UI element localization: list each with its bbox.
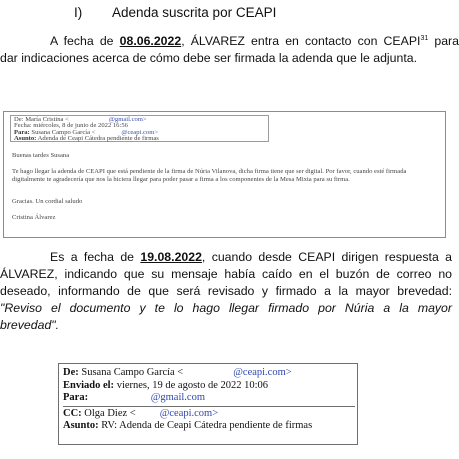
divider <box>63 406 355 407</box>
email-2-cc-address[interactable]: @ceapi.com> <box>159 407 219 419</box>
date-08-06-2022: 08.06.2022 <box>119 34 182 48</box>
paragraph-2-line-3: deseado, informando de que será revisado y firmado a la mayor brevedad: <box>0 284 452 298</box>
email-2-cc-row: CC: Olga Diez < @ceapi.com> <box>63 407 219 419</box>
paragraph-2-line-2: ÁLVAREZ, indicando que su mensaje había caído en el buzón de correo no <box>0 267 452 281</box>
section-heading <box>0 4 459 22</box>
paragraph-1 <box>0 33 459 69</box>
email-screenshot-2 <box>58 363 358 445</box>
email-1-closing: Gracias. Un cordial saludo <box>12 198 83 205</box>
email-2-from-address[interactable]: @ceapi.com> <box>233 367 292 378</box>
email-2-to-address[interactable]: @gmail.com <box>150 392 205 404</box>
email-2-sent-row: Enviado el: viernes, 19 de agosto de 2022 10:06 <box>63 379 269 391</box>
email-1-signature: Cristina Álvarez <box>12 214 56 221</box>
email-1-header: De: María Cristina < @gmail.com> Fecha: miércoles, 8 de junio de 2022 16:56 Para: Susana Campo García < @ceapi.com> Asunto: Adenda de Ceapi Cátedra pendiente de firmas <box>10 115 269 142</box>
paragraph-2-quote-line-2: brevedad". <box>0 318 60 332</box>
date-19-08-2022: 19.08.2022 <box>140 250 202 264</box>
section-number: I) <box>74 5 83 20</box>
email-1-from-address[interactable]: @gmail.com> <box>108 116 147 123</box>
email-1-to-address[interactable]: @ceapi.com> <box>121 128 159 136</box>
email-2-to-row: Para: @gmail.com <box>63 392 205 404</box>
email-2-subject-row: Asunto: RV: Adenda de Ceapi Cátedra pendiente de firmas <box>63 420 313 432</box>
section-title: Adenda suscrita por CEAPI <box>112 5 277 20</box>
paragraph-1-line-2: dar indicaciones acerca de cómo debe ser firmada la adenda que le adjunta. <box>0 51 417 65</box>
paragraph-1-line-1: A fecha de 08.06.2022, ÁLVAREZ entra en contacto con CEAPI$^{31}$ para <box>50 34 459 48</box>
email-2-from-row: De: Susana Campo García < @ceapi.com> <box>63 367 292 378</box>
email-screenshot-1 <box>3 111 446 238</box>
email-1-body: Te hago llegar la adenda de CEAPI que está pendiente de la firma de Núria Vilanova, dicha firma tiene que ser digital. Por favor, cuando esté firmada digitalmente te agradecería que nos la hiciera llegar para poder pasar a firma a los componentes de la Mesa Mixta para su firma. <box>12 168 407 183</box>
paragraph-2-quote-line-1: "Reviso el documento y te lo hago llegar firmado por Núria a la mayor <box>0 301 452 315</box>
footnote-ref[interactable]: 31 <box>420 34 429 42</box>
paragraph-2-line-1: Es a fecha de 19.08.2022, cuando desde CEAPI dirigen respuesta a <box>50 250 452 264</box>
email-1-greeting: Buenas tardes Susana <box>12 152 70 159</box>
paragraph-2 <box>0 249 452 349</box>
